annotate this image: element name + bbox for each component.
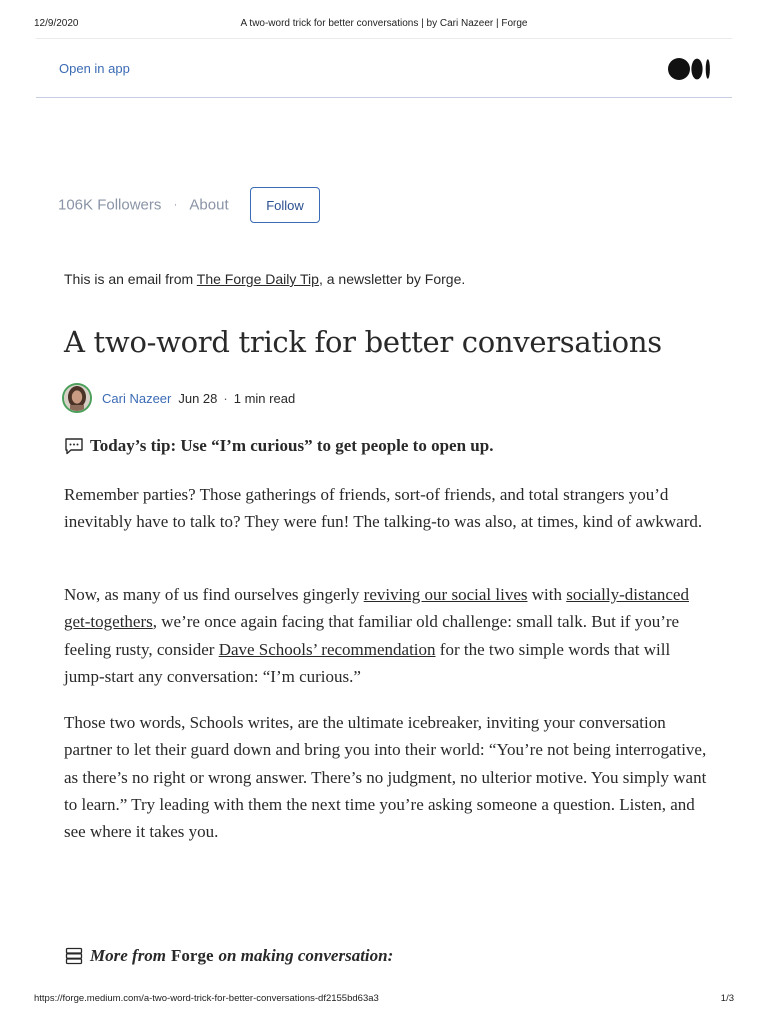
more-prefix: More from [90,946,167,965]
more-publication: Forge [171,946,214,965]
followers-count[interactable]: 106K Followers [58,196,162,214]
top-navigation-bar [36,38,732,98]
print-page-number: 1/3 [720,993,734,1004]
speech-bubble-icon [64,437,84,455]
byline-separator: · [223,390,228,406]
newsletter-note [64,271,465,287]
print-title: A two-word trick for better conversations | by Cari Nazeer | Forge [240,18,528,29]
print-header [34,18,734,32]
follow-button[interactable]: Follow [250,187,320,223]
p2-text-d: for the two simple words that will jump-start any conversation: “I’m curious.” [64,639,671,686]
dave-schools-link[interactable]: Dave Schools’ recommendation [218,639,436,659]
newsletter-link[interactable]: The Forge Daily Tip [196,271,319,287]
medium-logo-icon[interactable] [668,58,712,80]
author-portrait-icon [64,385,90,411]
paragraph-3: Those two words, Schools writes, are the ultimate icebreaker, inviting your conversation partner to let their guard down and bring you into their world: “You’re not being interrogative, as there’s no right or wrong answer. There’s no judgment, no ulterior motive. You simply want to learn.” Try leading with them the next time you’re asking someone a question. Listen, and see where it takes you. [64,713,707,842]
p2-text-b: with [527,585,567,604]
tip-text: Today’s tip: Use “I’m curious” to get people to open up. [90,436,494,455]
p2-text-c: , we’re once again facing that familiar old challenge: small talk. But if you’re feeling rusty, consider [64,612,680,659]
todays-tip [64,436,493,456]
meta-separator: · [173,199,178,212]
about-link[interactable]: About [189,196,229,214]
author-avatar[interactable] [62,383,92,413]
newsletter-note-suffix: , a newsletter by Forge. [318,271,466,287]
paragraph-1: Remember parties? Those gatherings of friends, sort-of friends, and total strangers you’d inevitably have to talk to? They were fun! The talking-to was also, at times, kind of awkward. [64,485,703,532]
print-date: 12/9/2020 [34,18,79,29]
author-name-link[interactable]: Cari Nazeer [102,390,172,406]
open-in-app-link[interactable]: Open in app [59,61,130,76]
p2-text-a: Now, as many of us find ourselves gingerly [64,585,364,604]
print-url: https://forge.medium.com/a-two-word-trick-for-better-conversations-df2155bd63a3 [34,993,379,1004]
byline [62,382,295,414]
newsletter-note-prefix: This is an email from [64,271,197,287]
stacked-books-icon [64,947,84,965]
more-from-forge [64,946,393,966]
publication-meta [58,196,229,216]
paragraph-2 [64,581,714,690]
article-title: A two-word trick for better conversations [64,325,662,359]
publish-date[interactable]: Jun 28 [178,390,218,406]
read-time: 1 min read [233,390,296,406]
more-suffix: on making conversation: [218,946,394,965]
socially-distanced-link[interactable]: socially-distanced get-togethers [64,585,689,632]
reviving-social-lives-link[interactable]: reviving our social lives [363,585,528,604]
